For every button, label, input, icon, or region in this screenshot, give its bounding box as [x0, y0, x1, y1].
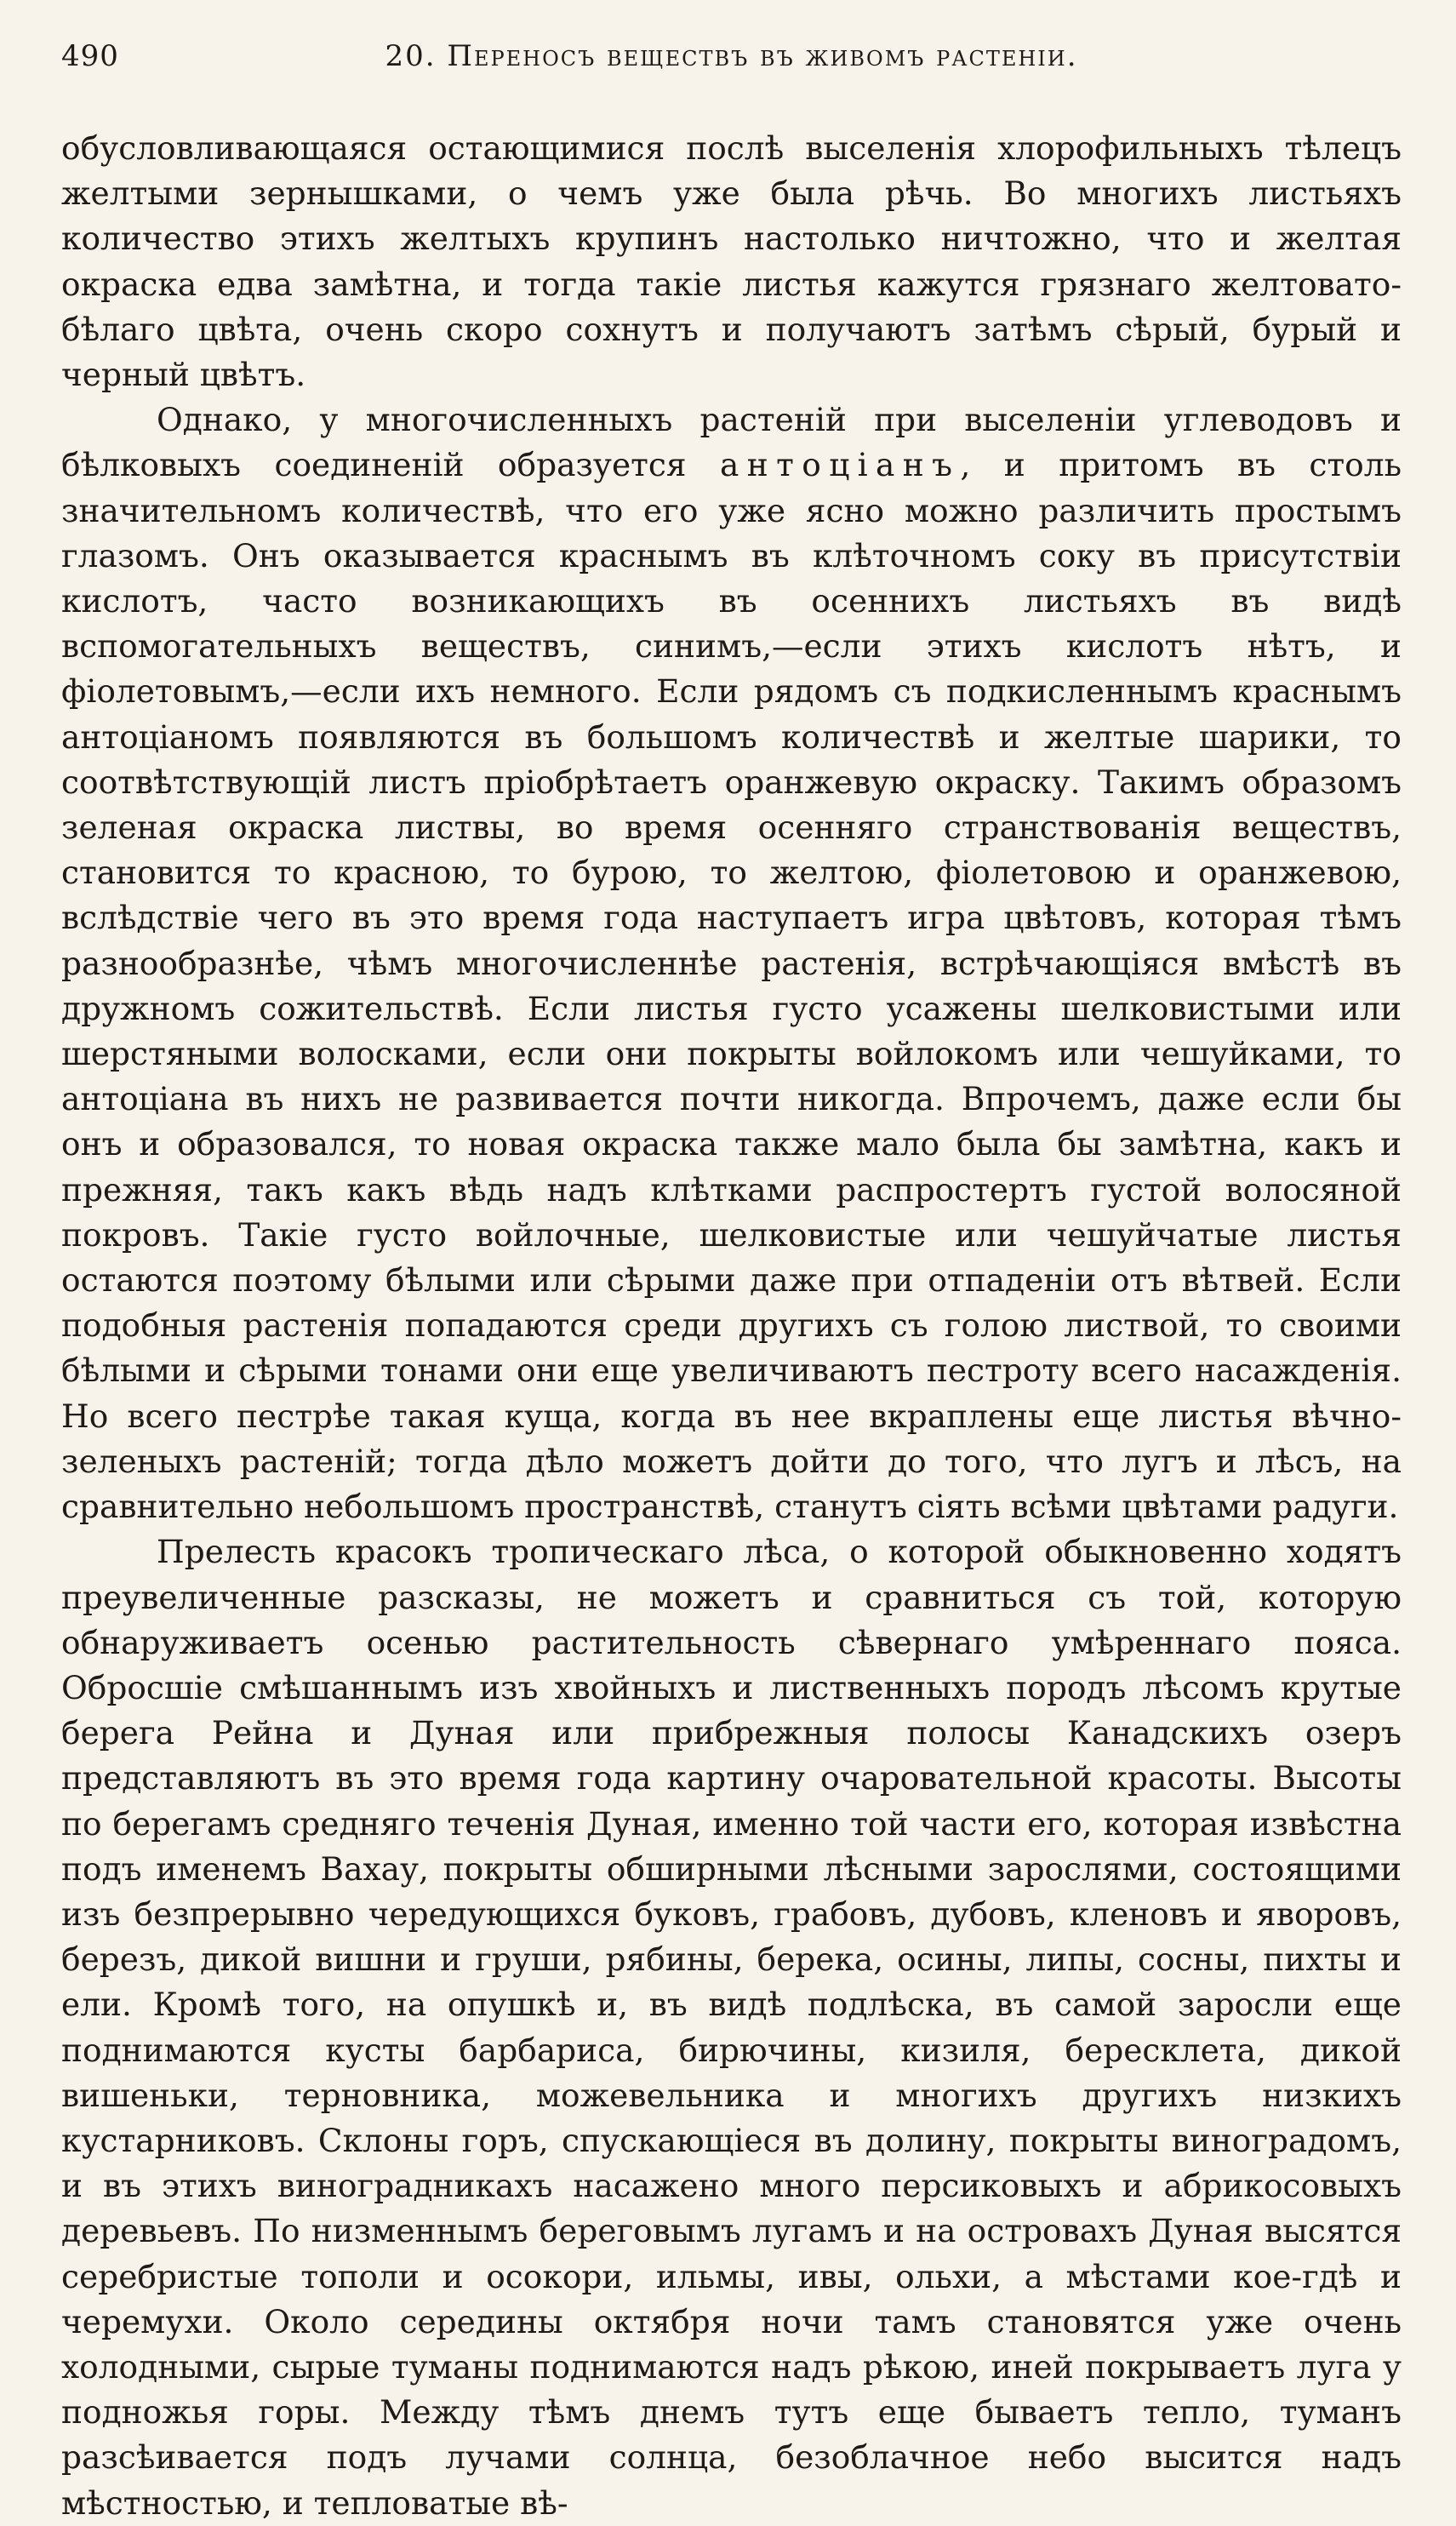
body-text: [61, 126, 1402, 2526]
running-header: [61, 31, 1402, 85]
book-page: [61, 31, 1402, 2522]
paragraph-2-text-after: , и притомъ въ столь значительномъ количествѣ, что его уже ясно можно различить простымъ глазомъ. Онъ оказывается краснымъ въ клѣточномъ соку въ присутствіи кислотъ, часто возникающихъ въ осеннихъ листьяхъ въ видѣ вспомогательныхъ веществъ, синимъ,—если этихъ кислотъ нѣтъ, и фіолетовымъ,—если ихъ немного. Если рядомъ съ подкисленнымъ краснымъ антоціаномъ появляются въ большомъ количествѣ и желтые шарики, то соотвѣтствующій листъ пріобрѣтаетъ оранжевую окраску. Такимъ образомъ зеленая окраска листвы, во время осенняго странствованія веществъ, становится то красною, то бурою, то желтою, фіолетовою и оранжевою, вслѣдствіе чего въ это время года наступаетъ игра цвѣтовъ, которая тѣмъ разнообразнѣе, чѣмъ многочисленнѣе растенія, встрѣчающіяся вмѣстѣ въ дружномъ сожительствѣ. Если листья густо усажены шелковистыми или шерстяными волосками, если они покрыты войлокомъ или чешуйками, то антоціана въ нихъ не развивается почти никогда. Впрочемъ, даже если бы онъ и образовался, то новая окраска также мало была бы замѣтна, какъ и прежняя, такъ какъ вѣдь надъ клѣтками распростертъ густой волосяной покровъ. Такіе густо войлочные, шелковистые или чешуйчатые листья остаются поэтому бѣлыми или сѣрыми даже при отпаденіи отъ вѣтвей. Если подобныя растенія попадаются среди другихъ съ голою листвой, то своими бѣлыми и сѣрыми тонами они еще увеличиваютъ пестроту всего насажденія. Но всего пестрѣе такая куща, когда въ нее вкраплены еще листья вѣчно-зеленыхъ растеній; тогда дѣло можетъ дойти до того, что лугъ и лѣсъ, на сравнительно небольшомъ пространствѣ, станутъ сіять всѣми цвѣтами радуги.: [61, 446, 1402, 1526]
running-title: 20. Переносъ веществъ въ живомъ растеніи.: [385, 39, 1078, 73]
emphasized-term: антоціанъ: [720, 446, 961, 484]
paragraph-1: обусловливающаяся остающимися послѣ выселенія хлорофильныхъ тѣлецъ желтыми зернышками, о чемъ уже была рѣчь. Во многихъ листьяхъ количество этихъ желтыхъ крупинъ настолько ничтожно, что и желтая окраска едва замѣтна, и тогда такіе листья кажутся грязнаго желтовато-бѣлаго цвѣта, очень скоро сохнутъ и получаютъ затѣмъ сѣрый, бурый и черный цвѣтъ.: [61, 129, 1402, 394]
page-number: 490: [61, 39, 119, 73]
paragraph-2: [61, 397, 1402, 1529]
paragraph-3: Прелесть красокъ тропическаго лѣса, о которой обыкновенно ходятъ преувеличенные разсказы, не можетъ и сравниться съ той, которую обнаруживаетъ осенью растительность сѣвернаго умѣреннаго пояса. Обросшіе смѣшаннымъ изъ хвойныхъ и лиственныхъ породъ лѣсомъ крутые берега Рейна и Дуная или прибрежныя полосы Канадскихъ озеръ представляютъ въ это время года картину очаровательной красоты. Высоты по берегамъ средняго теченія Дуная, именно той части его, которая извѣстна подъ именемъ Вахау, покрыты обширными лѣсными зарослями, состоящими изъ безпрерывно чередующихся буковъ, грабовъ, дубовъ, кленовъ и яворовъ, березъ, дикой вишни и груши, рябины, берека, осины, липы, сосны, пихты и ели. Кромѣ того, на опушкѣ и, въ видѣ подлѣска, въ самой заросли еще поднимаются кусты барбариса, бирючины, кизиля, бересклета, дикой вишеньки, терновника, можевельника и многихъ другихъ низкихъ кустарниковъ. Склоны горъ, спускающіеся въ долину, покрыты виноградомъ, и въ этихъ виноградникахъ насажено много персиковыхъ и абрикосовыхъ деревьевъ. По низменнымъ береговымъ лугамъ и на островахъ Дуная высятся серебристые тополи и осокори, ильмы, ивы, ольхи, а мѣстами кое-гдѣ и черемухи. Около середины октября ночи тамъ становятся уже очень холодными, сырые туманы поднимаются надъ рѣкою, иней покрываетъ луга у подножья горы. Между тѣмъ днемъ тутъ еще бываетъ тепло, туманъ разсѣивается подъ лучами солнца, безоблачное небо высится надъ мѣстностью, и тепловатые вѣ-: [61, 1533, 1402, 2522]
paragraph-2-text-before: Однако, у многочисленныхъ растеній при выселеніи углеводовъ и бѣлковыхъ соединеній образуется: [61, 401, 1402, 484]
